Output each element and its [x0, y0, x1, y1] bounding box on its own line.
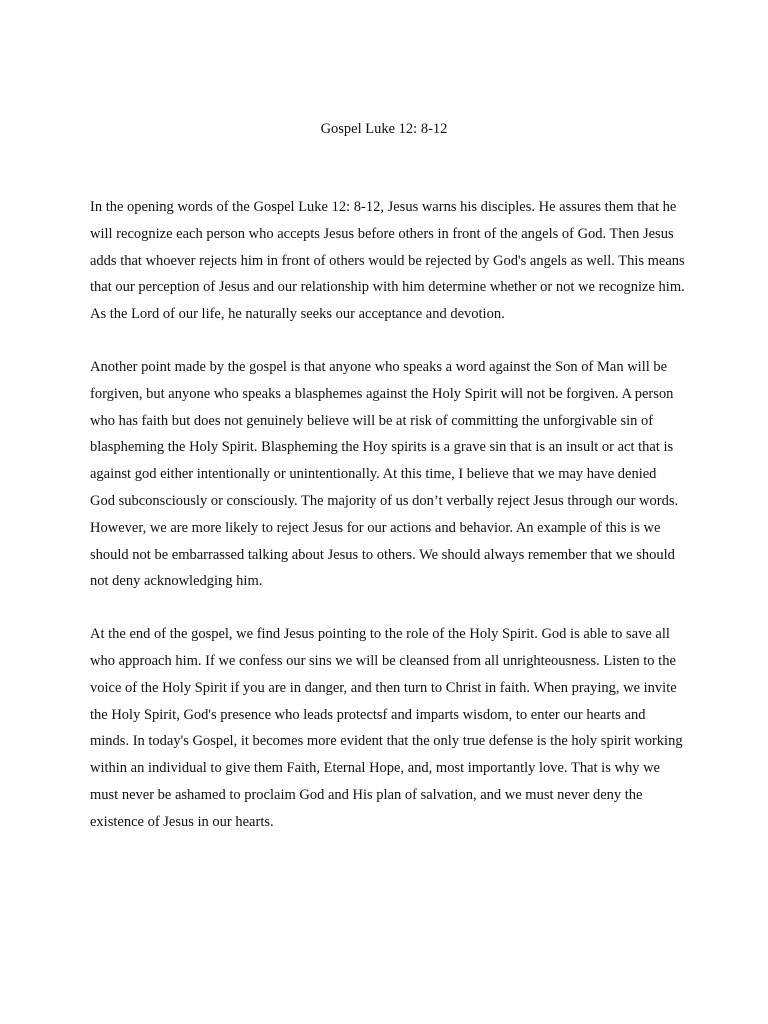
paragraph-opening: In the opening words of the Gospel Luke 12: 8-12, Jesus warns his disciples. He assures them that he will recognize each person who accepts Jesus before others in front of the angels of God. Then Jesus adds that whoever rejects him in front of others would be rejected by God's angels as well. This means that our perception of Jesus and our relationship with him determine whether or not we recognize him. As the Lord of our life, he naturally seeks our acceptance and devotion. — [90, 199, 685, 323]
paragraph-blasphemy: Another point made by the gospel is that anyone who speaks a word against the Son of Man will be forgiven, but anyone who speaks a blasphemes against the Holy Spirit will not be forgiven. A person who has faith but does not genuinely believe will be at risk of committing the unforgivable sin of blaspheming the Holy Spirit. Blaspheming the Hoy spirits is a grave sin that is an insult or act that is against god either intentionally or unintentionally. At this time, I believe that we may have denied God subconsciously or consciously. The majority of us don’t verbally reject Jesus through our words. However, we are more likely to reject Jesus for our actions and behavior. An example of this is we should not be embarrassed talking about Jesus to others. We should always remember that we should not deny acknowledging him. — [90, 358, 679, 590]
document-body — [90, 194, 685, 862]
document-title: Gospel Luke 12: 8-12 — [320, 121, 448, 137]
paragraph-holy-spirit: At the end of the gospel, we find Jesus pointing to the role of the Holy Spirit. God is able to save all who approach him. If we confess our sins we will be cleansed from all unrighteousness. Listen to the voice of the Holy Spirit if you are in danger, and then turn to Christ in faith. When praying, we invite the Holy Spirit, God's presence who leads protectsf and imparts wisdom, to enter our hearts and minds. In today's Gospel, it becomes more evident that the only true defense is the holy spirit working within an individual to give them Faith, Eternal Hope, and, most importantly love. That is why we must never be ashamed to proclaim God and His plan of salvation, and we must never deny the existence of Jesus in our hearts. — [90, 626, 683, 830]
